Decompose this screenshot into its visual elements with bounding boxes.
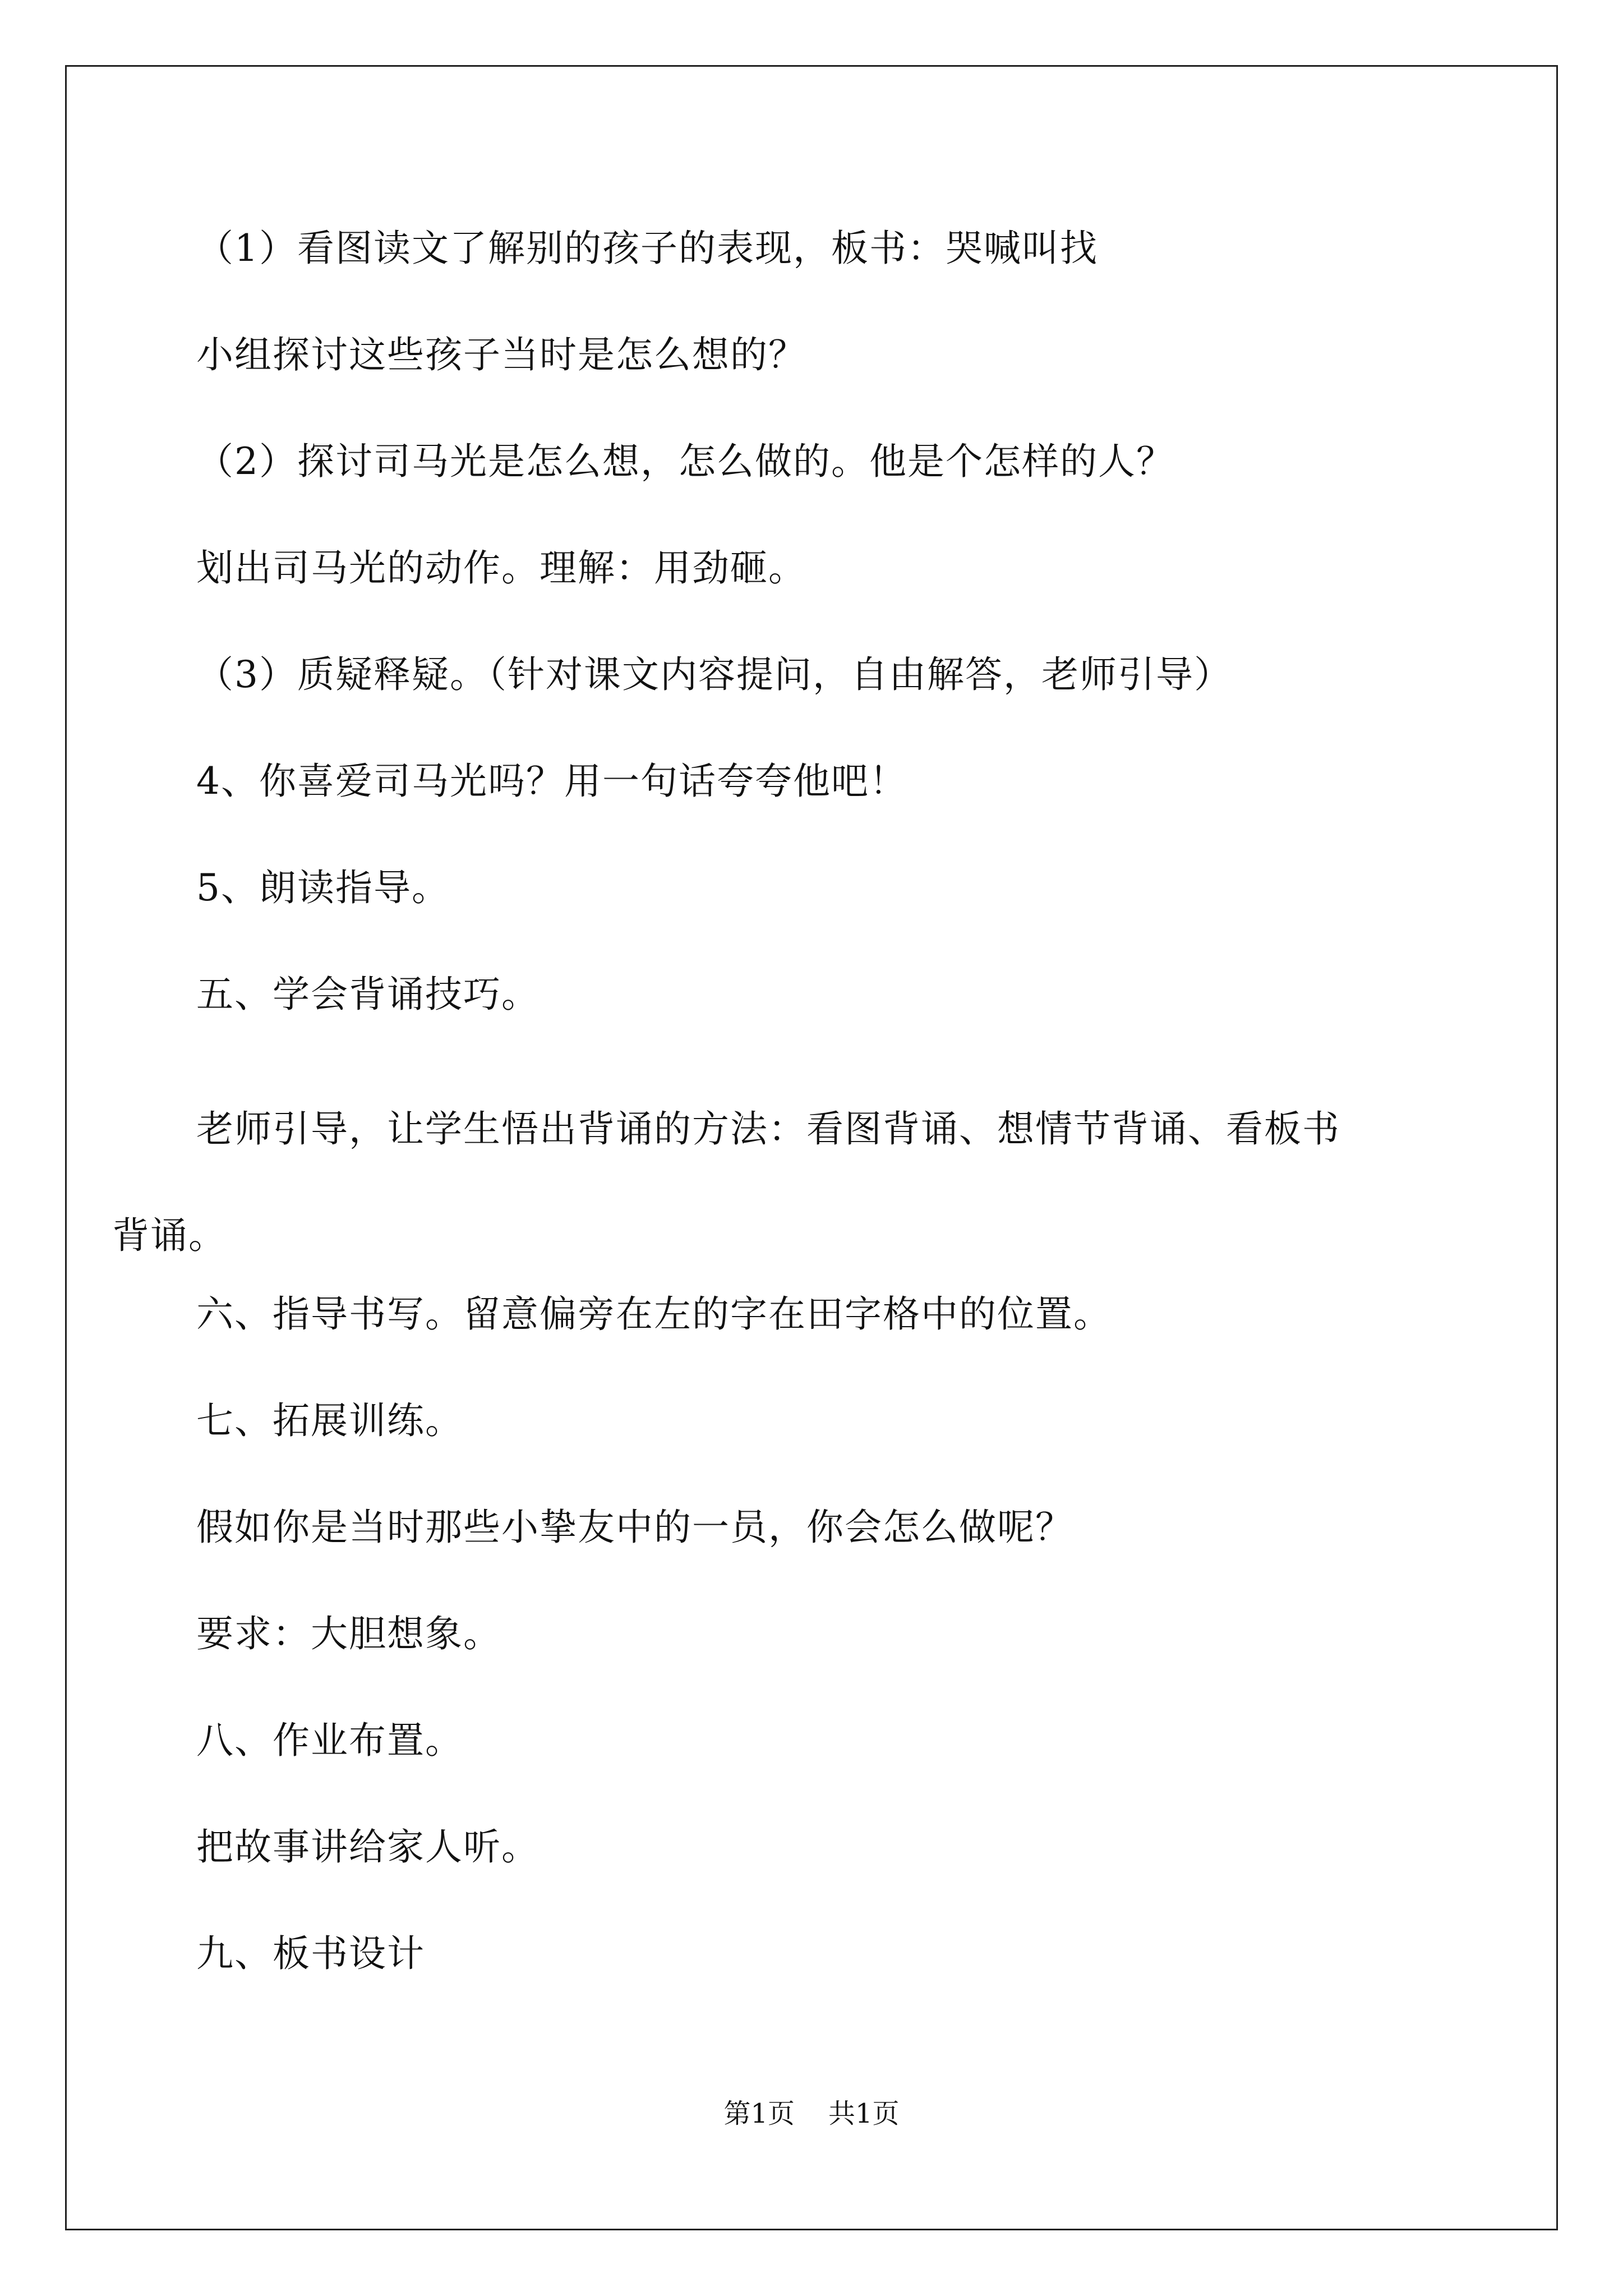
paragraph-16: 九、板书设计 [196, 1932, 425, 1975]
page-number-current: 第1页 [723, 2098, 795, 2129]
paragraph-1: （1）看图读文了解别的孩子的表现，板书：哭喊叫找 [196, 227, 1098, 270]
paragraph-2: 小组探讨这些孩子当时是怎么想的？ [196, 333, 806, 376]
paragraph-7: 5、朗读指导。 [196, 866, 450, 909]
paragraph-14: 八、作业布置。 [196, 1719, 463, 1762]
paragraph-8: 五、学会背诵技巧。 [196, 973, 540, 1016]
paragraph-5: （3）质疑释疑。（针对课文内容提问，自由解答，老师引导） [196, 653, 1232, 696]
paragraph-12: 假如你是当时那些小挚友中的一员，你会怎么做呢？ [196, 1506, 1073, 1549]
page-number-total: 共1页 [828, 2098, 900, 2129]
paragraph-6: 4、你喜爱司马光吗？用一句话夸夸他吧！ [196, 760, 907, 803]
paragraph-15: 把故事讲给家人听。 [196, 1825, 540, 1869]
paragraph-9: 老师引导，让学生悟出背诵的方法：看图背诵、想情节背诵、看板书背诵。 [112, 1107, 1340, 1257]
paragraph-10: 六、指导书写。留意偏旁在左的字在田字格中的位置。 [196, 1292, 1112, 1336]
page-footer [0, 2097, 1623, 2131]
paragraph-3: （2）探讨司马光是怎么想，怎么做的。他是个怎样的人？ [196, 440, 1174, 483]
paragraph-11: 七、拓展训练。 [196, 1399, 463, 1442]
paragraph-4: 划出司马光的动作。理解：用劲砸。 [196, 546, 806, 590]
paragraph-13: 要求：大胆想象。 [196, 1612, 501, 1655]
